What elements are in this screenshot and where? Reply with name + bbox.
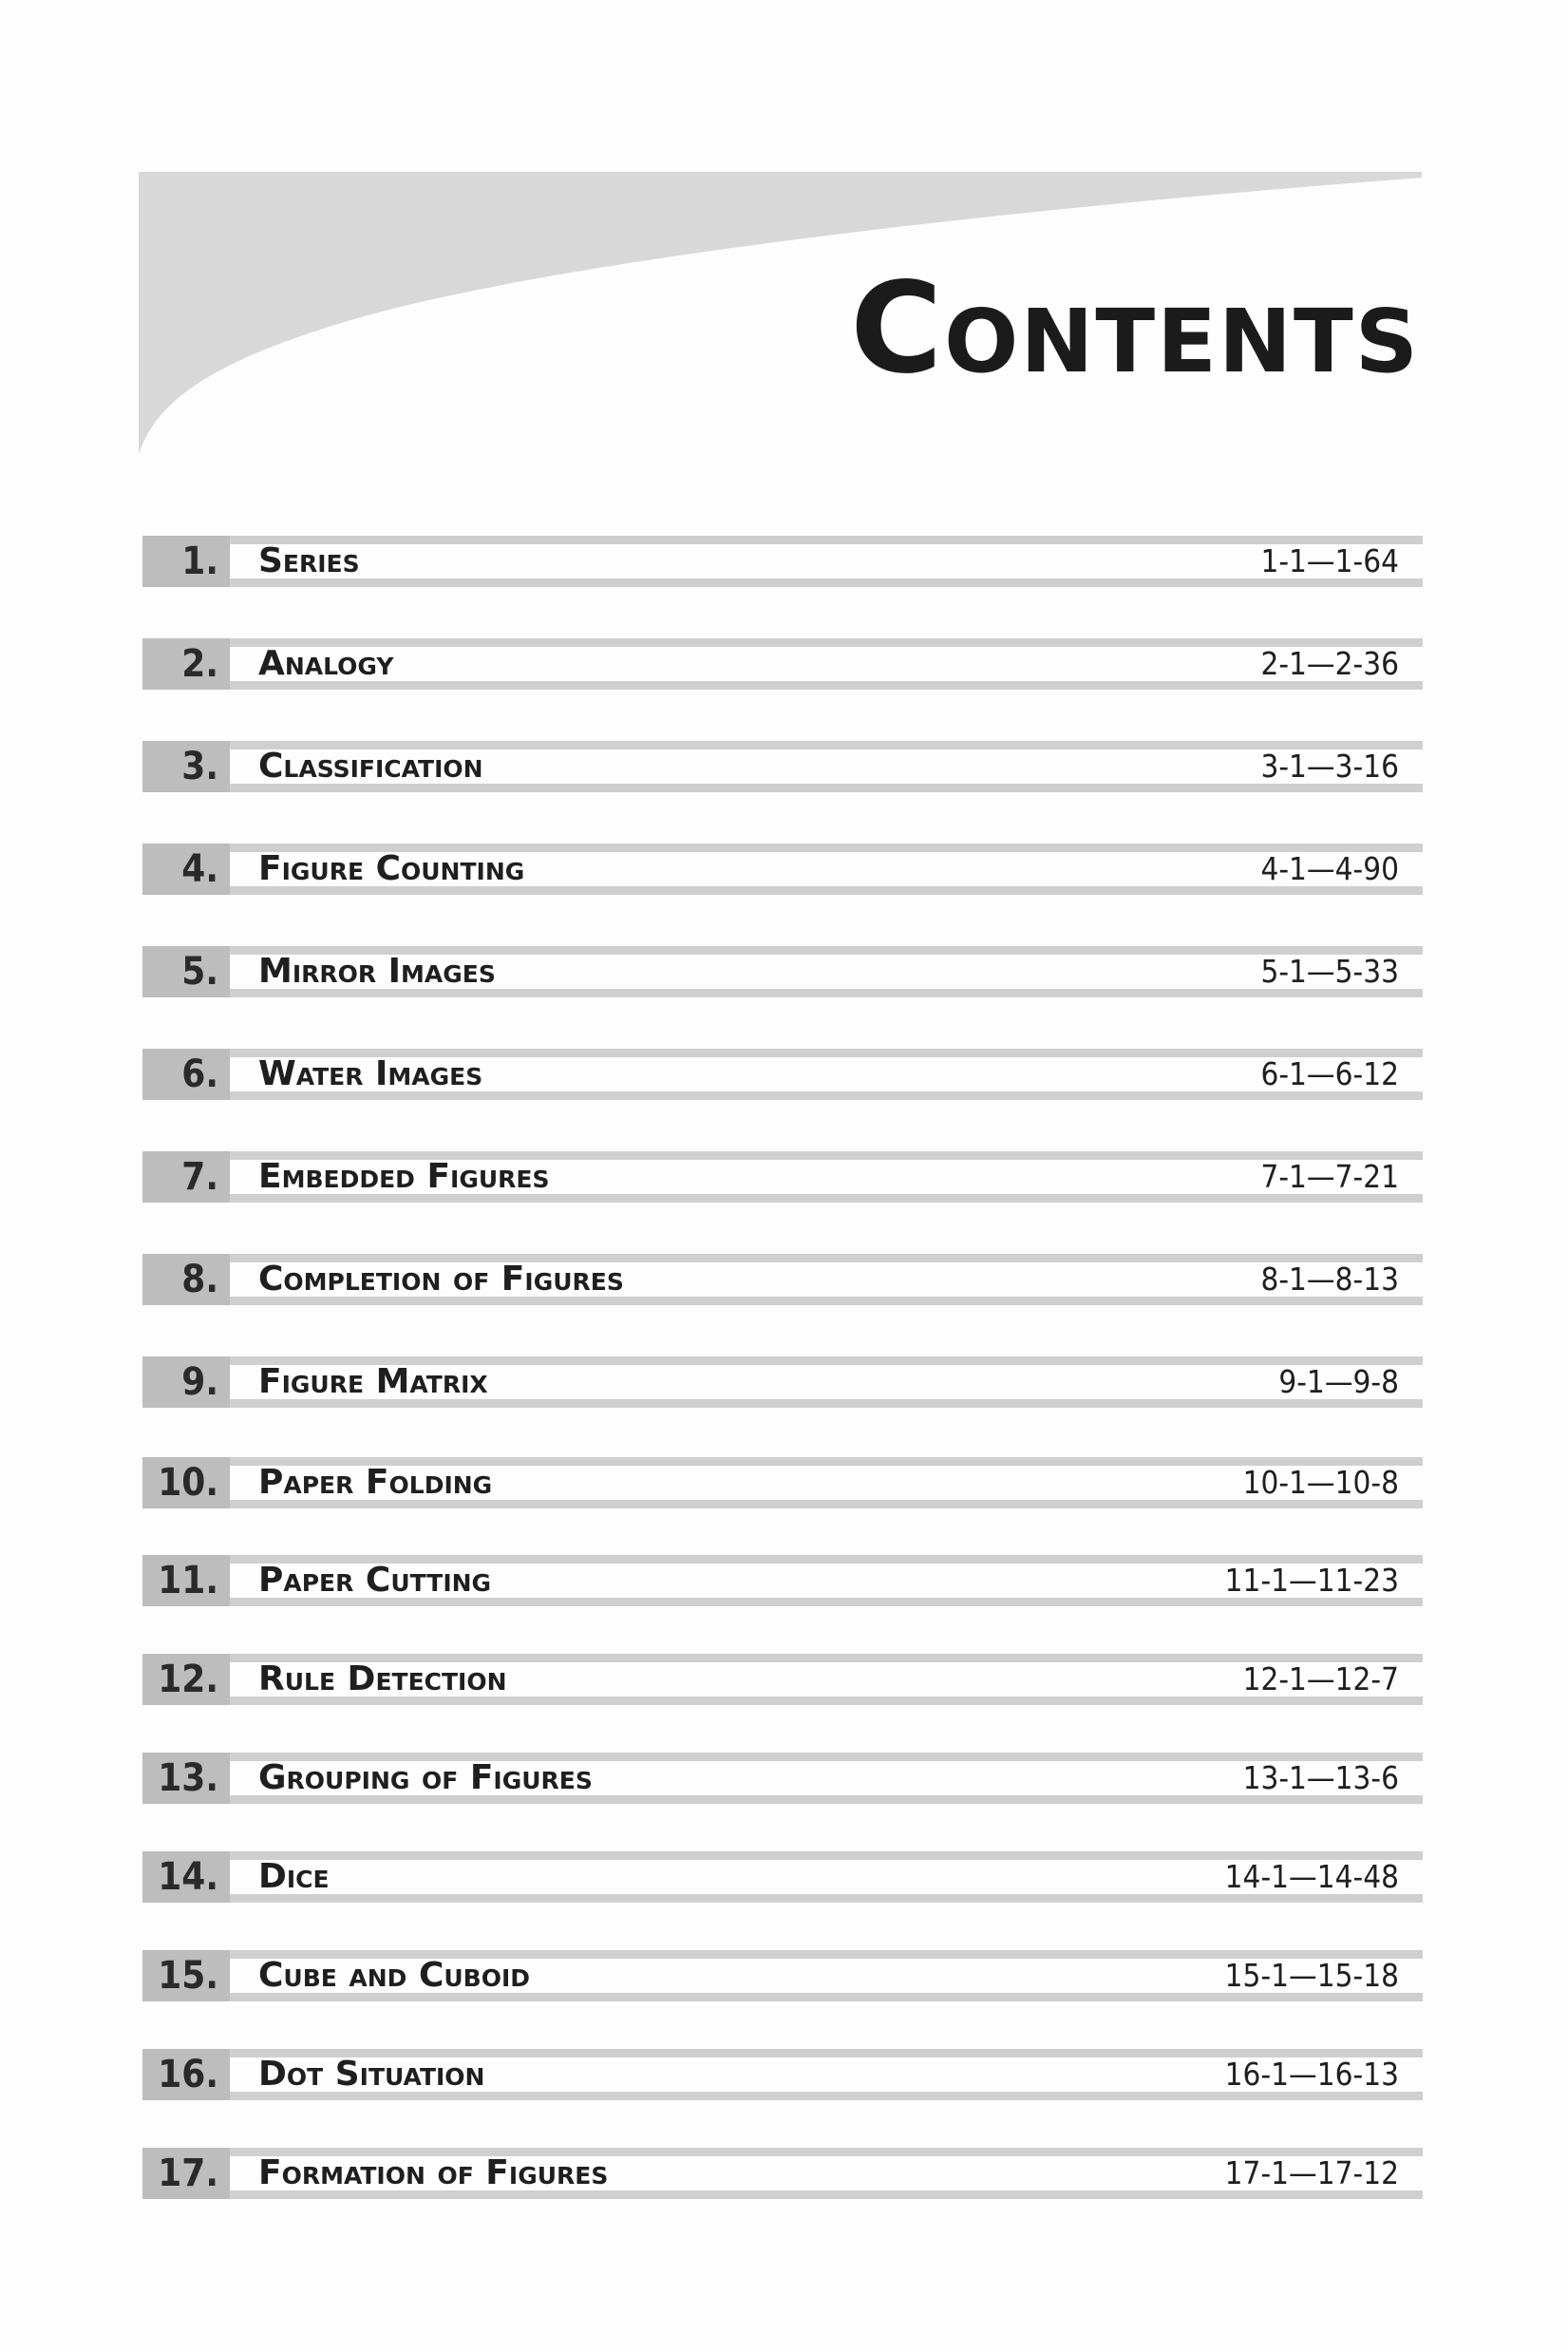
toc-entry[interactable] (142, 1944, 1423, 2009)
chapter-number: 16. (142, 2049, 230, 2100)
toc-entry[interactable] (142, 2142, 1423, 2207)
chapter-title: Series (258, 541, 360, 580)
toc-entry[interactable] (142, 1846, 1423, 1910)
chapter-band (230, 1654, 1423, 1705)
toc-entry[interactable] (142, 1351, 1423, 1415)
chapter-page-range: 3-1—3-16 (1260, 748, 1399, 785)
chapter-band (230, 2148, 1423, 2199)
toc-entry[interactable] (142, 530, 1423, 595)
chapter-number: 13. (142, 1753, 230, 1804)
chapter-number: 17. (142, 2148, 230, 2199)
toc-entry[interactable] (142, 735, 1423, 800)
chapter-page-range: 7-1—7-21 (1260, 1158, 1399, 1195)
chapter-page-range: 1-1—1-64 (1260, 542, 1399, 579)
chapter-band (230, 844, 1423, 895)
chapter-band (230, 1555, 1423, 1606)
chapter-band (230, 946, 1423, 997)
chapter-page-range: 11-1—11-23 (1224, 1562, 1399, 1599)
chapter-page-range: 12-1—12-7 (1242, 1660, 1399, 1697)
chapter-title: Formation of Figures (258, 2153, 609, 2192)
chapter-page-range: 8-1—8-13 (1260, 1261, 1399, 1298)
toc-entry[interactable] (142, 1248, 1423, 1313)
toc-entry[interactable] (142, 633, 1423, 697)
chapter-number: 12. (142, 1654, 230, 1705)
chapter-band (230, 1851, 1423, 1903)
toc-entry[interactable] (142, 940, 1423, 1005)
chapter-title: Paper Cutting (258, 1561, 492, 1600)
chapter-page-range: 2-1—2-36 (1260, 645, 1399, 682)
chapter-band (230, 1356, 1423, 1408)
chapter-title: Paper Folding (258, 1463, 493, 1502)
chapter-number: 9. (142, 1356, 230, 1408)
chapter-page-range: 5-1—5-33 (1260, 953, 1399, 990)
chapter-title: Dice (258, 1857, 330, 1896)
chapter-title: Analogy (258, 644, 394, 683)
chapter-number: 7. (142, 1151, 230, 1203)
toc-entry[interactable] (142, 1043, 1423, 1108)
chapter-title: Grouping of Figures (258, 1758, 593, 1797)
toc-entry[interactable] (142, 838, 1423, 902)
chapter-title: Embedded Figures (258, 1157, 550, 1196)
chapter-title: Cube and Cuboid (258, 1956, 531, 1995)
toc-entry[interactable] (142, 1648, 1423, 1713)
chapter-band (230, 1950, 1423, 2001)
chapter-band (230, 638, 1423, 690)
chapter-page-range: 9-1—9-8 (1278, 1363, 1399, 1400)
chapter-number: 4. (142, 844, 230, 895)
chapter-title: Mirror Images (258, 952, 496, 991)
chapter-page-range: 4-1—4-90 (1260, 850, 1399, 887)
chapter-number: 3. (142, 741, 230, 792)
chapter-band (230, 1151, 1423, 1203)
chapter-band (230, 1457, 1423, 1508)
toc-entry[interactable] (142, 2043, 1423, 2108)
chapter-page-range: 14-1—14-48 (1224, 1858, 1399, 1895)
chapter-page-range: 6-1—6-12 (1260, 1055, 1399, 1092)
chapter-band (230, 2049, 1423, 2100)
toc-entry[interactable] (142, 1549, 1423, 1614)
chapter-number: 6. (142, 1049, 230, 1100)
chapter-number: 8. (142, 1254, 230, 1305)
chapter-number: 10. (142, 1457, 230, 1508)
chapter-number: 1. (142, 536, 230, 587)
chapter-title: Completion of Figures (258, 1260, 624, 1299)
chapter-title: Figure Counting (258, 849, 525, 888)
chapter-title: Classification (258, 747, 483, 786)
chapter-number: 2. (142, 638, 230, 690)
chapter-band (230, 536, 1423, 587)
chapter-page-range: 17-1—17-12 (1224, 2154, 1399, 2191)
toc-entry[interactable] (142, 1747, 1423, 1811)
chapter-title: Water Images (258, 1054, 483, 1093)
chapter-band (230, 741, 1423, 792)
toc-entry[interactable] (142, 1146, 1423, 1210)
chapter-band (230, 1254, 1423, 1305)
chapter-band (230, 1049, 1423, 1100)
chapter-band (230, 1753, 1423, 1804)
chapter-page-range: 15-1—15-18 (1224, 1957, 1399, 1994)
chapter-number: 11. (142, 1555, 230, 1606)
chapter-page-range: 16-1—16-13 (1224, 2056, 1399, 2093)
chapter-page-range: 13-1—13-6 (1242, 1759, 1399, 1796)
chapter-number: 14. (142, 1851, 230, 1903)
chapter-title: Dot Situation (258, 2055, 485, 2094)
page-title: Contents (850, 256, 1420, 402)
chapter-number: 5. (142, 946, 230, 997)
toc-entry[interactable] (142, 1451, 1423, 1516)
chapter-title: Figure Matrix (258, 1362, 488, 1401)
chapter-number: 15. (142, 1950, 230, 2001)
chapter-page-range: 10-1—10-8 (1242, 1464, 1399, 1501)
chapter-title: Rule Detection (258, 1659, 507, 1698)
